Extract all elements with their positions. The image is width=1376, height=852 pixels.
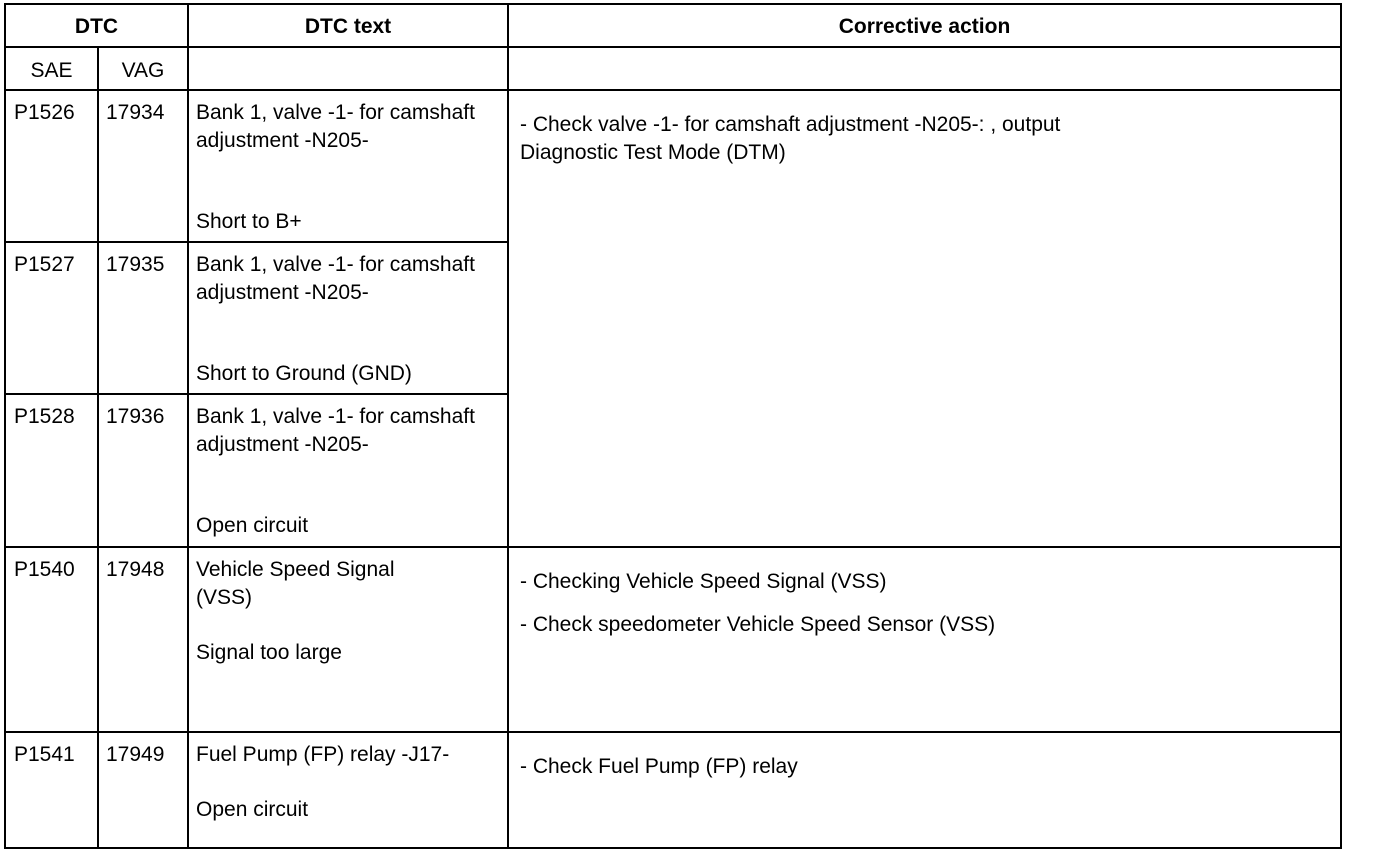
sae-code: P1541 xyxy=(14,743,75,766)
dtc-description: Vehicle Speed Signal (VSS) xyxy=(196,558,395,609)
row-divider-3 xyxy=(6,546,1340,548)
vag-code: 17934 xyxy=(106,101,165,124)
corrective-action-camshaft xyxy=(520,111,1160,167)
subheader-vag: VAG xyxy=(121,59,165,82)
row-divider-1 xyxy=(6,241,507,243)
row-divider-4 xyxy=(6,731,1340,733)
col-divider-sae-vag xyxy=(97,48,99,547)
corrective-action-fuel xyxy=(520,753,1320,796)
action-line: - Checking Vehicle Speed Signal (VSS) xyxy=(520,570,887,593)
row-divider-header xyxy=(6,46,1340,48)
vag-code: 17936 xyxy=(106,405,165,428)
vag-code: 17935 xyxy=(106,253,165,276)
col-divider-action xyxy=(507,5,509,849)
header-dtc-text: DTC text xyxy=(304,15,392,38)
sae-code: P1527 xyxy=(14,253,75,276)
action-line: - Check valve -1- for camshaft adjustment -N205-: , output Diagnostic Test Mode (DTM) xyxy=(520,113,1061,164)
dtc-condition: Open circuit xyxy=(196,514,309,537)
dtc-description: Bank 1, valve -1- for camshaft adjustment -N205- xyxy=(196,405,475,456)
dtc-description: Bank 1, valve -1- for camshaft adjustment -N205- xyxy=(196,101,475,152)
header-dtc: DTC xyxy=(74,15,119,38)
dtc-table xyxy=(4,3,1342,849)
header-corrective-action: Corrective action xyxy=(838,15,1011,38)
dtc-condition: Open circuit xyxy=(196,798,309,821)
sae-code: P1528 xyxy=(14,405,75,428)
col-divider-dtc-text xyxy=(187,5,189,849)
dtc-description: Fuel Pump (FP) relay -J17- xyxy=(196,743,450,766)
vag-code: 17949 xyxy=(106,743,165,766)
dtc-description: Bank 1, valve -1- for camshaft adjustment -N205- xyxy=(196,253,475,304)
action-line: - Check speedometer Vehicle Speed Sensor (VSS) xyxy=(520,613,996,636)
row-divider-2 xyxy=(6,393,507,395)
dtc-condition: Short to B+ xyxy=(196,210,302,233)
vag-code: 17948 xyxy=(106,558,165,581)
subheader-sae: SAE xyxy=(30,59,73,82)
sae-code: P1526 xyxy=(14,101,75,124)
dtc-condition: Short to Ground (GND) xyxy=(196,362,412,385)
sae-code: P1540 xyxy=(14,558,75,581)
col-divider-sae-vag-lower xyxy=(97,547,99,849)
dtc-condition: Signal too large xyxy=(196,641,342,664)
row-divider-subheader xyxy=(6,89,1340,91)
action-line: - Check Fuel Pump (FP) relay xyxy=(520,755,798,778)
corrective-action-speed xyxy=(520,568,1320,654)
